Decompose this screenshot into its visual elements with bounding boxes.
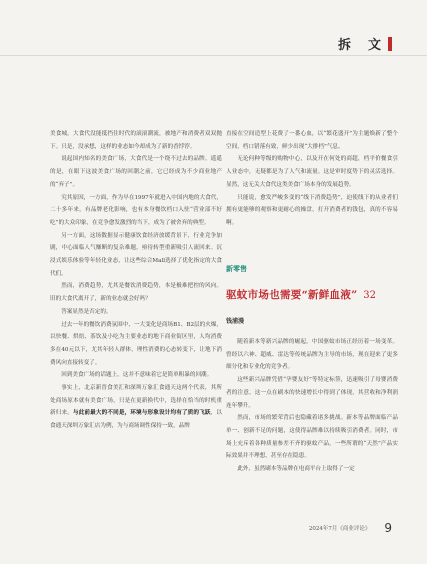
paragraph: 然而，消费趋势，尤其是餐饮消费趋势，本是极难把控的风向。旧的大食代离开了，新的业态就会好吗？ (50, 283, 222, 303)
page-number: 9 (384, 521, 392, 535)
paragraph: 说起国内知名的美食广场，大食代是一个绕不过去的品牌。遥遥的是，在眼下这波美食广场的回潮之前，它已经成为不少商业地产的“弃子”。 (50, 156, 222, 188)
issue-info: 2024年7月《商业评论》 (308, 526, 371, 532)
article-paragraph: 随着新本等新兴品牌的崛起，中国驱蚊市场正经历着一场变革。曾经以六神、超威、雷达等传统品牌为主导的市场，现在迎来了更多细分化和专业化的竞争者。 (226, 339, 398, 371)
page-header (338, 34, 392, 53)
column-title: 拆 文 (337, 38, 383, 53)
article-title[interactable]: 驱蚊市场也需要“新鲜血液” (226, 289, 358, 301)
header-rule (0, 55, 427, 56)
paragraph: 无论何种等级的购物中心，以及开在何处的商超，档平价餐食引人业态中，无疑都是为了人气和流量。这是审时度势下的灵活选择。显然，这无关大食代这类美食广场本身的发展趋势。 (226, 156, 398, 188)
article-paragraph: 此外，虽然刷本等品牌在电商平台上取得了一定 (237, 466, 355, 473)
paragraph: 回到美食广场的话题上，这并不意味着它是简单粗暴的回潮。 (61, 372, 213, 379)
accent-bar (388, 37, 392, 51)
right-column-top (226, 128, 398, 230)
article-author: 钱浦漫 (226, 318, 245, 325)
page-footer (309, 521, 392, 535)
article-paragraph: 这些新兴品牌凭借“孕婴友好”等特定标签，迅速吸引了母婴消费者的注意。这一点在刷本的快速增长中得到了体现，其营收和净利润连年攀升。 (226, 377, 398, 409)
article-paragraph: 然而，市场的繁荣背后也隐藏着诸多挑战。新本等品牌面临产品单一、创新不足的问题，这使得品牌难以持续吸引消费者。同时，市场上充斥着各种质量参差不齐的驱蚊产品，一些所谓的“天然”产品实际效果并不理想，甚至存在隐患。 (226, 415, 398, 460)
paragraph: 直接在空间造型上花费了一番心血，以“繁花盛开”为主题焕新了整个空间，档口错落有致，鲜少出现“大排档”气息。 (226, 131, 398, 150)
paragraph: 事实上，北京新晋食美汇和深圳万象汇食通天这两个代表，其所处商场原本就有美食广场，只是在更新换代中，选择在恰当的时机重新归来。与此前最大的不同是，环境与形象设计均有了质的飞跃，以食通天深圳万象汇店为例，为与商场调性保持一致，品牌 (50, 385, 222, 430)
article-heading (226, 287, 376, 302)
highlight-text: 与此前最大的不同是，环境与形象设计均有了质的飞跃 (72, 410, 211, 417)
paragraph: 答案显然是否定的。 (61, 308, 112, 315)
left-column (50, 128, 222, 433)
article-page-number: 32 (363, 290, 376, 301)
paragraph: 过去一年的餐饮消费氛围中，一大变化是商场B1、B2层的火爆，以快餐、烘焙、茶饮及小吃为主要业态的地下商业街区里，人均消费多在40元以下，尤其年轻人群体，理性消费的心态转变下，让地下消费风向直接转变了。 (50, 321, 222, 366)
paragraph: 美食城。大食代没能抵挡住时代的滚滚潮流，被地产和消费者双双抛下。只是，没承想，这样的业态如今却成为了新的香饽饽。 (50, 131, 222, 150)
paragraph: 只能说，愈发严峻多变的“线下消费趋势”，迫使线下的从业者们拥有更能够的观察和更耐心的操盘，打开消费者的钱包，真的不容易啊。 (226, 194, 398, 226)
paragraph: 究其原因，一方面，作为早在1997年就进入中国内地的大食代，二十多年来，有品牌老化影响，也有本身餐饮档口入驻“营业部不好吃”的大众印象，在竞争愈发激烈的当下，成为了被舍弃的典型。 (50, 194, 222, 226)
section-label: 新零售 (226, 265, 247, 273)
article-body (226, 336, 398, 476)
paragraph: 另一方面，这场数据显示健康饮食经济放缓背景下，行业竞争加剧，中心面临人气赚断的复杂难题，亟待转型重新吸引人流回来。沉浸式娱乐体验等年轻化业态，让这些综合Mall选择了优化指定的大食代们。 (50, 232, 222, 277)
